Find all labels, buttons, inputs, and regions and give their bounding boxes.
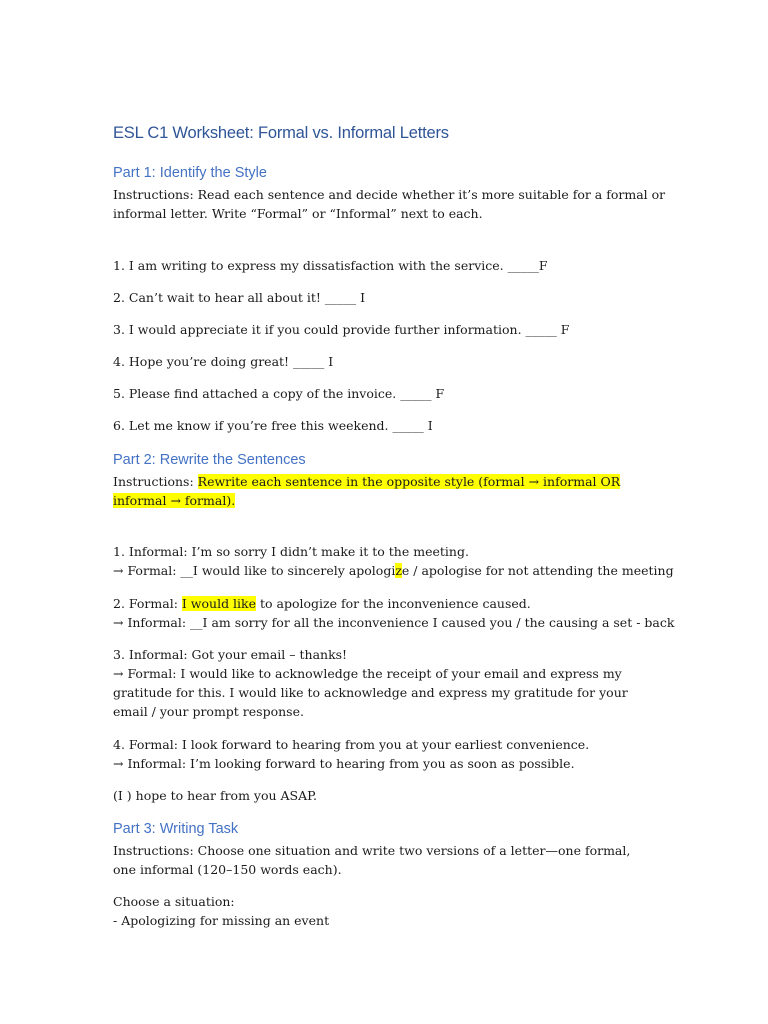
- part2-instructions: [113, 472, 673, 510]
- part3-instructions: Instructions: Choose one situation and write two versions of a letter—one formal, one informal (120–150 words each).: [113, 843, 631, 877]
- instructions-highlight: Rewrite each sentence in the opposite style (formal → informal OR informal → formal).: [113, 474, 621, 508]
- part1-item: 1. I am writing to express my dissatisfaction with the service. _____F: [113, 258, 548, 273]
- part1-instructions: Instructions: Read each sentence and decide whether it’s more suitable for a formal or informal letter. Write “Formal” or “Informal” next to each.: [113, 187, 666, 221]
- q1-answer-part: → Formal: __I would like to sincerely apologi: [113, 563, 396, 578]
- q2-formal: [113, 594, 673, 613]
- q4-informal-answer: → Informal: I’m looking forward to hearing from you as soon as possible.: [113, 756, 575, 771]
- q4-formal: 4. Formal: I look forward to hearing from you at your earliest convenience.: [113, 737, 590, 752]
- part2-heading: Part 2: Rewrite the Sentences: [113, 452, 306, 468]
- situation-label: Choose a situation:: [113, 894, 235, 909]
- q1-informal: 1. Informal: I’m so sorry I didn’t make it to the meeting.: [113, 544, 469, 559]
- part1-item: 4. Hope you’re doing great! _____ I: [113, 354, 334, 369]
- worksheet-title: ESL C1 Worksheet: Formal vs. Informal Letters: [113, 124, 449, 142]
- part1-item: 2. Can’t wait to hear all about it! _____ I: [113, 290, 366, 305]
- instructions-label: Instructions:: [113, 474, 198, 489]
- part1-heading: Part 1: Identify the Style: [113, 165, 267, 181]
- part1-item: 6. Let me know if you’re free this weekend. _____ I: [113, 418, 433, 433]
- q2-part: to apologize for the inconvenience caused.: [256, 596, 531, 611]
- q3-informal: 3. Informal: Got your email – thanks!: [113, 647, 348, 662]
- q2-informal-answer: → Informal: __I am sorry for all the inconvenience I caused you / the causing a set - back: [113, 615, 675, 630]
- part3-heading: Part 3: Writing Task: [113, 821, 239, 837]
- q1-answer-highlight: z: [395, 563, 402, 578]
- q2-part: 2. Formal:: [113, 596, 182, 611]
- situation-item: - Apologizing for missing an event: [113, 913, 330, 928]
- q2-highlight: I would like: [181, 596, 257, 611]
- q3-formal-answer: → Formal: I would like to acknowledge the receipt of your email and express my gratitude for this. I would like to acknowledge and express my gratitude for your email / your prompt response.: [113, 666, 628, 719]
- part1-item: 5. Please find attached a copy of the invoice. _____ F: [113, 386, 445, 401]
- part2-note: (I ) hope to hear from you ASAP.: [113, 788, 317, 803]
- q1-formal-answer: [113, 561, 673, 580]
- q1-answer-part: e / apologise for not attending the meeting: [401, 563, 674, 578]
- part1-item: 3. I would appreciate it if you could provide further information. _____ F: [113, 322, 570, 337]
